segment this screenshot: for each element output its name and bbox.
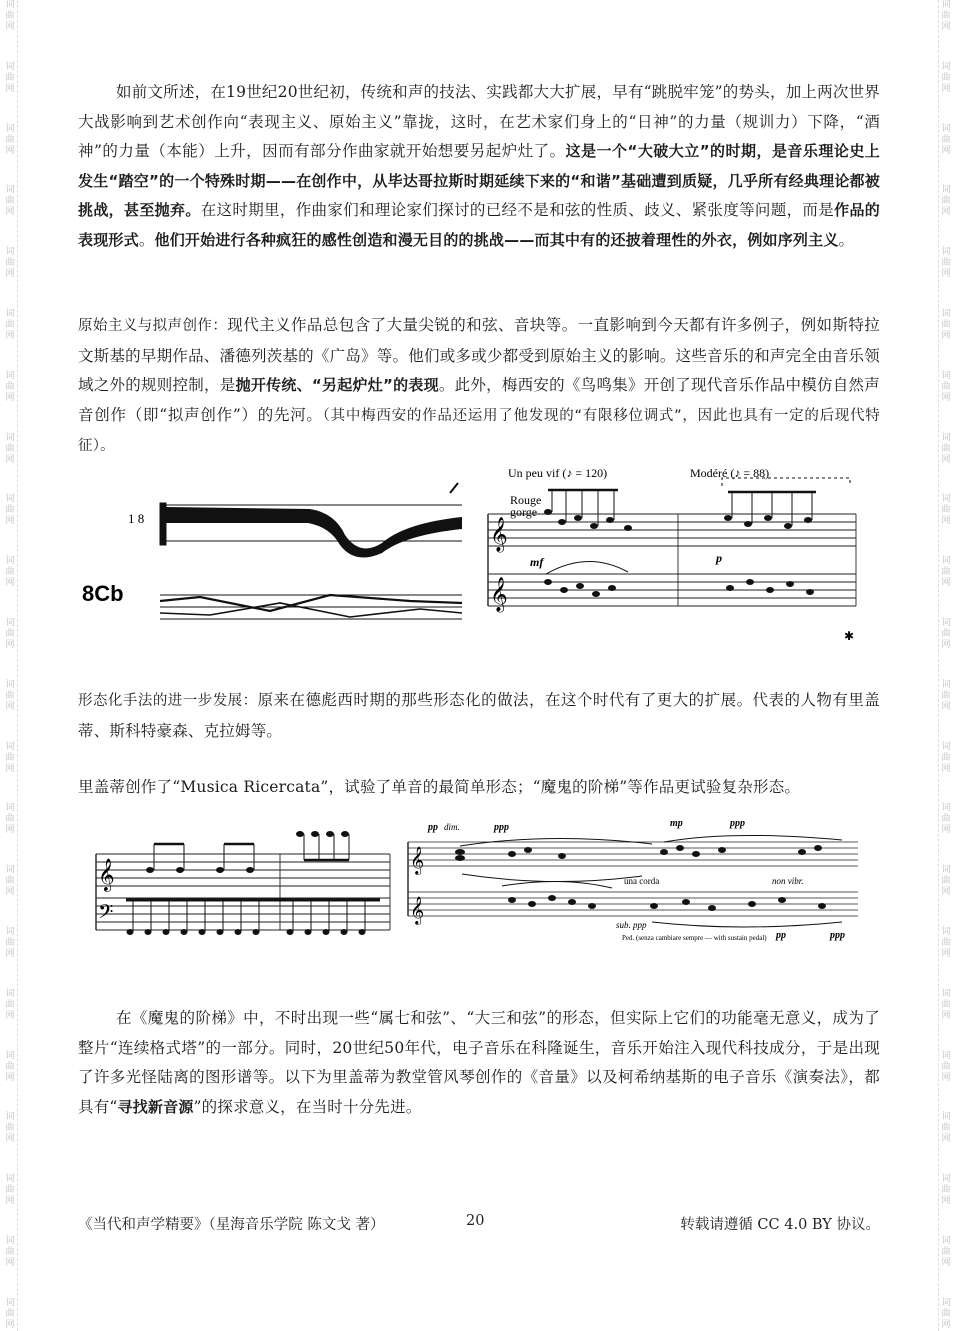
watermark-group	[941, 989, 950, 1022]
paragraph-1-bold-c: 他们开始进行各种疯狂的感性创造和漫无目的的挑战——而其中有的还披着理性的外衣，例如序列主义	[154, 230, 839, 249]
watermark-char: 曲	[5, 1246, 15, 1257]
watermark-char: 网	[5, 887, 15, 898]
watermark-char: 词	[941, 0, 951, 10]
watermark-group	[5, 927, 14, 960]
watermark-group	[941, 0, 950, 33]
watermark-char: 词	[5, 1174, 15, 1185]
watermark-group	[941, 680, 950, 713]
paragraph-3-heading: 形态化手法的进一步发展：	[78, 693, 258, 709]
paragraph-1-text-a: 如前文所述，在19世纪20世纪初，传统和声的技法、实践都大大扩展，早有“跳脱牢笼”的势头，加上两次世界大战影响到艺术创作向“表现主义、原始主义”靠拢，这时，在艺术家们身上的“日神”的力量（规训力）下降，“酒神”的力量（本能）上升，因而有部分作曲家就开始想要另起炉灶了。	[78, 83, 880, 160]
watermark-group	[941, 927, 950, 960]
watermark-char: 曲	[941, 11, 951, 21]
watermark-char: 词	[5, 185, 15, 196]
watermark-char: 曲	[941, 1308, 951, 1319]
score-4-dyn-pp-2: pp	[776, 930, 786, 941]
watermark-group	[5, 1112, 14, 1145]
score-4-dyn-pp: pp	[428, 822, 438, 833]
score-4-dim: dim.	[444, 822, 460, 832]
paragraph-1-bold-a: 这是一个“大破大立”的时期，是音乐理论史上发生“踏空”的一个特殊时期——在创作中，从毕达哥拉斯时期延续下来的“和谐”基础遭到质疑，几乎所有经典理论都被挑战，甚至抛弃。	[78, 142, 880, 219]
watermark-char: 网	[941, 763, 951, 774]
watermark-char: 网	[5, 639, 15, 650]
watermark-char: 网	[5, 1196, 15, 1207]
watermark-char: 曲	[941, 1246, 951, 1257]
paragraph-3	[78, 686, 880, 746]
paragraph-1	[78, 78, 880, 255]
watermark-char: 网	[5, 516, 15, 527]
watermark-char: 曲	[941, 628, 951, 639]
watermark-char: 曲	[5, 567, 15, 578]
watermark-char: 词	[941, 494, 951, 505]
watermark-char: 曲	[941, 567, 951, 578]
right-watermark-strip	[938, 0, 953, 1331]
watermark-char: 词	[5, 432, 15, 443]
page-footer	[78, 1213, 880, 1237]
watermark-char: 曲	[5, 876, 15, 887]
score-2-dynamic-1: mf	[530, 555, 544, 569]
watermark-char: 曲	[941, 752, 951, 763]
watermark-group	[5, 371, 14, 404]
score-4-treble-clef-bottom: 𝄞	[410, 896, 425, 924]
footer-license: 转载请遵循 CC 4.0 BY 协议。	[680, 1217, 880, 1233]
watermark-char: 词	[5, 803, 15, 814]
watermark-char: 曲	[5, 690, 15, 701]
watermark-char: 网	[5, 145, 15, 156]
watermark-group	[5, 742, 14, 775]
score-4-dyn-ppp-2: ppp	[730, 818, 745, 829]
watermark-group	[941, 1112, 950, 1145]
watermark-char: 网	[5, 1257, 15, 1268]
watermark-group	[5, 556, 14, 589]
paragraph-5-text-a: 在《魔鬼的阶梯》中，不时出现一些“属七和弦”、“大三和弦”的形态，但实际上它们的功能毫无意义，成为了整片“连续格式塔”的一部分。同时，20世纪50年代，电子音乐在科隆诞生，音乐开始注入现代科技成分，于是出现了许多光怪陆离的图形谱等。以下为里盖蒂为教堂管风琴创作的《音量》以及柯希纳基斯的电子音乐《演奏法》，都具有“	[78, 1009, 880, 1116]
watermark-char: 词	[941, 617, 951, 628]
watermark-char: 网	[5, 269, 15, 280]
watermark-char: 曲	[5, 319, 15, 330]
watermark-char: 曲	[5, 134, 15, 145]
score-4-dyn-ppp: ppp	[494, 822, 509, 833]
watermark-char: 词	[5, 1050, 15, 1061]
watermark-group	[5, 1298, 14, 1331]
footer-book-title: 《当代和声学精要》（星海音乐学院 陈文戈 著）	[78, 1217, 385, 1233]
watermark-char: 网	[5, 701, 15, 712]
left-watermark-strip	[3, 0, 18, 1331]
watermark-char: 网	[5, 454, 15, 465]
watermark-char: 词	[941, 123, 951, 134]
watermark-char: 网	[941, 454, 951, 465]
watermark-group	[941, 494, 950, 527]
watermark-group	[5, 124, 14, 157]
watermark-char: 网	[941, 1134, 951, 1145]
watermark-char: 词	[941, 926, 951, 937]
score-2-dynamic-2: p	[716, 551, 722, 565]
score-4-una-corda: una corda	[624, 876, 660, 886]
watermark-char: 网	[941, 145, 951, 156]
watermark-char: 曲	[5, 443, 15, 454]
score-4-treble-clef-top: 𝄞	[410, 846, 425, 874]
watermark-char: 曲	[5, 196, 15, 207]
watermark-group	[5, 1236, 14, 1269]
score-2-label-1: Rouge	[510, 493, 542, 507]
watermark-group	[5, 247, 14, 280]
watermark-char: 曲	[941, 1061, 951, 1072]
watermark-group	[5, 1051, 14, 1084]
watermark-group	[5, 185, 14, 218]
paragraph-5-bold: 寻找新音源	[117, 1097, 194, 1116]
birdsong-score-figure	[478, 462, 868, 652]
watermark-char: 词	[941, 1112, 951, 1123]
watermark-char: 曲	[941, 876, 951, 887]
paragraph-2-tail: （其中梅西安的作品还运用了他发现的“有限移位调式”，因此也具有一定的后现代特征）。	[78, 407, 880, 454]
score-2-tempo-2: Modéré (♪ = 88)	[690, 466, 770, 480]
watermark-char: 词	[5, 741, 15, 752]
watermark-char: 词	[5, 926, 15, 937]
watermark-char: 词	[5, 494, 15, 505]
score-4-dyn-mp: mp	[670, 818, 683, 829]
watermark-group	[941, 618, 950, 651]
watermark-char: 词	[5, 0, 15, 10]
watermark-char: 网	[941, 825, 951, 836]
watermark-group	[5, 989, 14, 1022]
watermark-char: 网	[5, 22, 15, 32]
paragraph-3-text: 原来在德彪西时期的那些形态化的做法，在这个时代有了更大的扩展。代表的人物有里盖蒂、斯科特豪森、克拉姆等。	[78, 691, 880, 740]
watermark-group	[5, 494, 14, 527]
watermark-char: 词	[941, 988, 951, 999]
paragraph-1-text-b: 在这时期里，作曲家们和理论家们探讨的已经不是和弦的性质、歧义、紧张度等问题，而是	[200, 201, 835, 219]
watermark-char: 网	[941, 83, 951, 94]
watermark-char: 曲	[5, 505, 15, 516]
watermark-char: 词	[941, 803, 951, 814]
musica-ricercata-score	[90, 814, 395, 940]
watermark-char: 网	[941, 578, 951, 589]
watermark-group	[941, 742, 950, 775]
score-3-staves	[96, 854, 390, 930]
watermark-char: 网	[941, 1196, 951, 1207]
watermark-char: 曲	[5, 937, 15, 948]
watermark-group	[5, 0, 14, 33]
watermark-char: 网	[5, 1072, 15, 1083]
watermark-group	[5, 433, 14, 466]
watermark-char: 曲	[5, 1185, 15, 1196]
watermark-char: 曲	[941, 937, 951, 948]
watermark-group	[941, 865, 950, 898]
score-3-bass-clef: 𝄢	[98, 900, 114, 928]
score-3-notes	[127, 831, 366, 935]
watermark-char: 网	[5, 763, 15, 774]
watermark-group	[5, 803, 14, 836]
watermark-char: 网	[5, 1010, 15, 1021]
watermark-char: 网	[941, 1319, 951, 1330]
watermark-char: 词	[941, 556, 951, 567]
watermark-char: 词	[5, 61, 15, 72]
watermark-char: 曲	[5, 381, 15, 392]
watermark-char: 曲	[941, 196, 951, 207]
watermark-group	[941, 371, 950, 404]
paragraph-1-text-c: 。	[138, 230, 155, 249]
watermark-char: 网	[5, 578, 15, 589]
score-4-dyn-ppp-3: ppp	[830, 930, 845, 941]
watermark-char: 曲	[5, 11, 15, 21]
watermark-group	[941, 1051, 950, 1084]
watermark-char: 词	[5, 679, 15, 690]
watermark-char: 网	[941, 1010, 951, 1021]
watermark-char: 曲	[5, 752, 15, 763]
paragraph-2-bold: 抛开传统、“另起炉灶”的表现	[235, 376, 439, 394]
watermark-char: 网	[941, 701, 951, 712]
watermark-char: 词	[941, 741, 951, 752]
watermark-char: 网	[941, 1072, 951, 1083]
paragraph-2-text-b: 。此外，梅西安的《鸟鸣集》开创了现代音乐作品中模仿自然声音创作（即“拟声创作”）的先河。	[78, 376, 880, 424]
watermark-char: 曲	[941, 505, 951, 516]
watermark-char: 网	[941, 639, 951, 650]
watermark-group	[941, 185, 950, 218]
watermark-group	[941, 124, 950, 157]
watermark-group	[941, 1236, 950, 1269]
watermark-char: 网	[5, 83, 15, 94]
watermark-char: 曲	[941, 690, 951, 701]
paragraph-1-text-d: 。	[838, 230, 855, 249]
watermark-char: 词	[5, 1297, 15, 1308]
watermark-char: 曲	[941, 319, 951, 330]
watermark-char: 网	[941, 948, 951, 959]
watermark-group	[941, 1298, 950, 1331]
watermark-group	[941, 247, 950, 280]
score-2-treble-clef-top: 𝄞	[490, 517, 508, 552]
page-number: 20	[466, 1213, 485, 1229]
watermark-char: 词	[941, 432, 951, 443]
paragraph-5	[78, 1004, 880, 1122]
watermark-char: 网	[941, 392, 951, 403]
watermark-char: 网	[941, 269, 951, 280]
watermark-char: 曲	[941, 72, 951, 83]
watermark-char: 词	[941, 247, 951, 258]
paragraph-2-text-a: 现代主义作品总包含了大量尖锐的和弦、音块等。一直影响到今天都有许多例子，例如斯特拉文斯基的早期作品、潘德列茨基的《广岛》等。他们或多或少都受到原始主义的影响。这些音乐的和声完全由音乐领域之外的规则控制，是	[78, 316, 881, 394]
watermark-char: 曲	[5, 628, 15, 639]
score-4-ped-note: Ped. (senza cambiare sempre — with sustain pedal)	[622, 934, 767, 942]
watermark-group	[941, 433, 950, 466]
watermark-char: 网	[941, 516, 951, 527]
watermark-char: 网	[5, 825, 15, 836]
paragraph-1-bold-b: 作品的表现形式	[78, 201, 880, 249]
score-1-label-top: 1 8	[128, 511, 145, 526]
watermark-char: 词	[941, 308, 951, 319]
watermark-char: 曲	[941, 381, 951, 392]
watermark-char: 网	[941, 887, 951, 898]
watermark-char: 词	[5, 1112, 15, 1123]
watermark-char: 词	[941, 865, 951, 876]
watermark-char: 曲	[941, 443, 951, 454]
watermark-char: 词	[941, 61, 951, 72]
score-1-label-bottom: 8Cb	[82, 581, 124, 606]
watermark-char: 曲	[5, 999, 15, 1010]
watermark-group	[941, 803, 950, 836]
score-2-label-2: gorge	[510, 505, 538, 519]
watermark-char: 词	[5, 308, 15, 319]
watermark-char: 曲	[941, 999, 951, 1010]
devils-staircase-score	[402, 812, 864, 944]
watermark-char: 词	[941, 370, 951, 381]
watermark-char: 词	[5, 123, 15, 134]
watermark-char: 曲	[941, 1185, 951, 1196]
score-3-stems-beams	[126, 834, 380, 932]
score-2-tempo-1: Un peu vif (♪ = 120)	[508, 466, 608, 480]
watermark-char: 词	[5, 865, 15, 876]
watermark-char: 词	[5, 617, 15, 628]
paragraph-2	[78, 311, 880, 462]
watermark-char: 词	[941, 1235, 951, 1246]
watermark-char: 词	[5, 1235, 15, 1246]
paragraph-2-heading: 原始主义与拟声创作：	[78, 318, 228, 334]
score-2-pedal-mark: ✱	[844, 629, 855, 643]
watermark-char: 词	[941, 679, 951, 690]
paragraph-5-text-b: ”的探求意义，在当时十分先进。	[193, 1097, 422, 1116]
score-4-sub-ppp: sub. ppp	[616, 920, 647, 930]
score-1-staff-bottom	[160, 595, 462, 619]
watermark-group	[941, 556, 950, 589]
watermark-group	[5, 309, 14, 342]
watermark-char: 曲	[941, 134, 951, 145]
watermark-char: 网	[5, 207, 15, 218]
watermark-char: 网	[941, 330, 951, 341]
watermark-char: 网	[941, 207, 951, 218]
watermark-char: 词	[5, 370, 15, 381]
watermark-group	[5, 618, 14, 651]
paragraph-4-text: 里盖蒂创作了“Musica Ricercata”，试验了单音的最简单形态；“魔鬼的阶梯”等作品更试验复杂形态。	[78, 778, 801, 796]
watermark-group	[5, 865, 14, 898]
watermark-char: 词	[5, 988, 15, 999]
watermark-group	[5, 680, 14, 713]
watermark-char: 曲	[941, 258, 951, 269]
score-4-non-vib: non vibr.	[772, 876, 804, 886]
watermark-char: 网	[941, 1257, 951, 1268]
watermark-char: 网	[5, 948, 15, 959]
paragraph-4	[78, 773, 880, 803]
watermark-char: 曲	[5, 258, 15, 269]
watermark-char: 网	[941, 22, 951, 32]
watermark-char: 曲	[941, 1123, 951, 1134]
watermark-char: 词	[5, 247, 15, 258]
watermark-char: 网	[5, 330, 15, 341]
watermark-group	[5, 1174, 14, 1207]
watermark-char: 词	[941, 1174, 951, 1185]
watermark-char: 曲	[5, 1061, 15, 1072]
watermark-char: 曲	[941, 814, 951, 825]
score-2-treble-clef-bottom: 𝄞	[490, 577, 508, 612]
graphic-score-figure	[82, 483, 470, 633]
watermark-group	[941, 309, 950, 342]
watermark-char: 曲	[5, 72, 15, 83]
watermark-char: 词	[5, 556, 15, 567]
watermark-char: 词	[941, 185, 951, 196]
watermark-char: 词	[941, 1050, 951, 1061]
watermark-group	[941, 62, 950, 95]
watermark-char: 网	[5, 1134, 15, 1145]
watermark-group	[5, 62, 14, 95]
score-3-treble-clef: 𝄞	[98, 858, 115, 891]
watermark-char: 曲	[5, 1123, 15, 1134]
watermark-char: 曲	[5, 1308, 15, 1319]
watermark-char: 词	[941, 1297, 951, 1308]
watermark-group	[941, 1174, 950, 1207]
watermark-char: 网	[5, 392, 15, 403]
score-1-cluster-shape	[166, 507, 462, 558]
watermark-char: 网	[5, 1319, 15, 1330]
watermark-char: 曲	[5, 814, 15, 825]
